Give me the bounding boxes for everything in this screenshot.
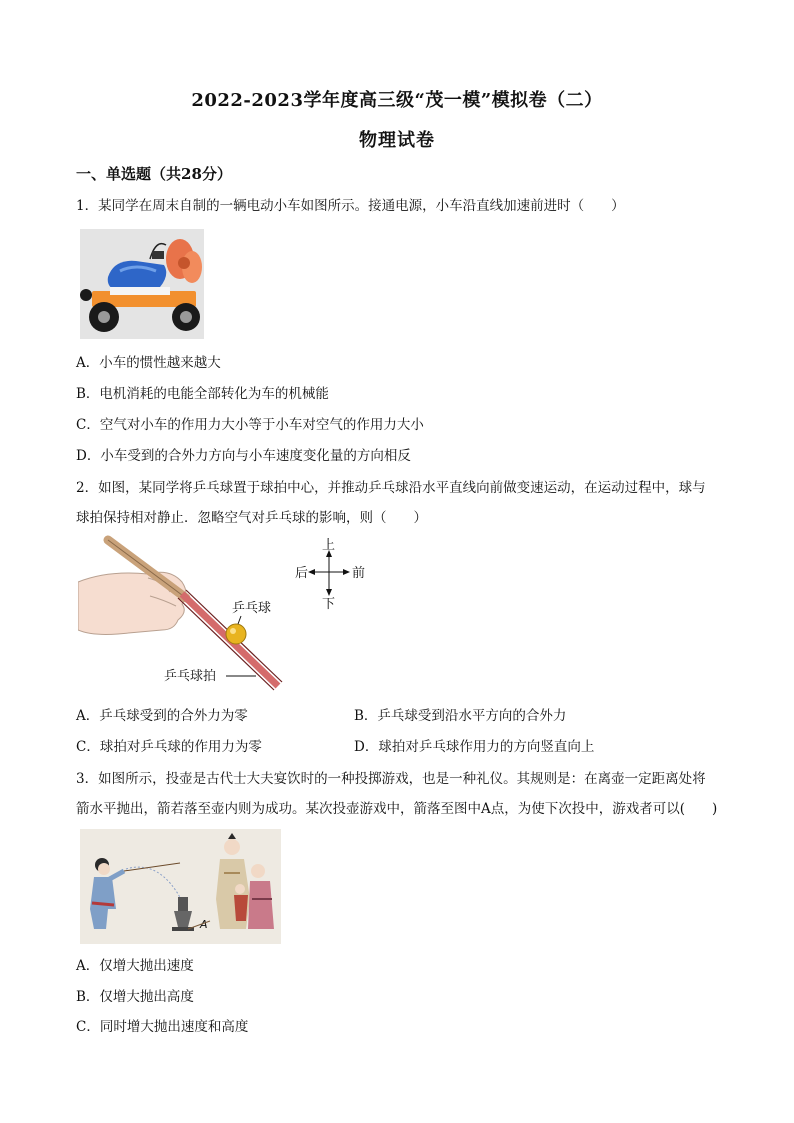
direction-back-label: 后 xyxy=(295,566,309,581)
point-a-label: A xyxy=(200,918,208,931)
q3-option-b: B．仅增大抛出高度 xyxy=(76,989,194,1005)
q1-stem: 1．某同学在周末自制的一辆电动小车如图所示。接通电源，小车沿直线加速前进时（ ） xyxy=(76,198,625,214)
direction-up-label: 上 xyxy=(322,538,336,553)
exam-subtitle: 物理试卷 xyxy=(359,130,435,151)
section-title: 一、单选题（共28分） xyxy=(76,165,232,183)
arrow-down-icon xyxy=(326,589,332,596)
q1-option-c: C．空气对小车的作用力大小等于小车对空气的作用力大小 xyxy=(76,417,424,433)
q3-option-a: A．仅增大抛出速度 xyxy=(76,958,194,974)
q2-option-d: D．球拍对乒乓球作用力的方向竖直向上 xyxy=(354,739,595,755)
q2-stem-line1: 2．如图，某同学将乒乓球置于球拍中心，并推动乒乓球沿水平直线向前做变速运动，在运动过程中，球与 xyxy=(76,480,706,496)
direction-front-label: 前 xyxy=(352,566,366,581)
q3-stem-line2: 箭水平抛出，箭若落至壶内则为成功。某次投壶游戏中，箭落至图中A点，为使下次投中，游戏者可以( ) xyxy=(76,801,718,817)
touhu-painting xyxy=(80,829,281,944)
q2-option-a: A．乒乓球受到的合外力为零 xyxy=(76,708,248,724)
exam-title: 2022-2023学年度高三级“茂一模”模拟卷（二） xyxy=(191,90,603,111)
paddle-figure xyxy=(78,534,378,694)
q1-option-a: A．小车的惯性越来越大 xyxy=(76,355,221,371)
q1-option-d: D．小车受到的合外力方向与小车速度变化量的方向相反 xyxy=(76,448,411,464)
q2-option-c: C．球拍对乒乓球的作用力为零 xyxy=(76,739,262,755)
q2-stem-line2: 球拍保持相对静止．忽略空气对乒乓球的影响，则（ ） xyxy=(76,510,427,526)
ball-label: 乒乓球 xyxy=(232,601,272,616)
arrow-left-icon xyxy=(308,569,315,575)
q2-option-b: B．乒乓球受到沿水平方向的合外力 xyxy=(354,708,567,724)
q3-option-c: C．同时增大抛出速度和高度 xyxy=(76,1019,249,1035)
paddle-label: 乒乓球拍 xyxy=(164,669,217,684)
q3-stem-line1: 3．如图所示，投壶是古代士大夫宴饮时的一种投掷游戏，也是一种礼仪。其规则是：在离壶一定距离处将 xyxy=(76,771,706,787)
electric-car-photo xyxy=(80,229,204,339)
arrow-right-icon xyxy=(343,569,350,575)
q1-option-b: B．电机消耗的电能全部转化为车的机械能 xyxy=(76,386,329,402)
direction-down-label: 下 xyxy=(322,597,336,612)
